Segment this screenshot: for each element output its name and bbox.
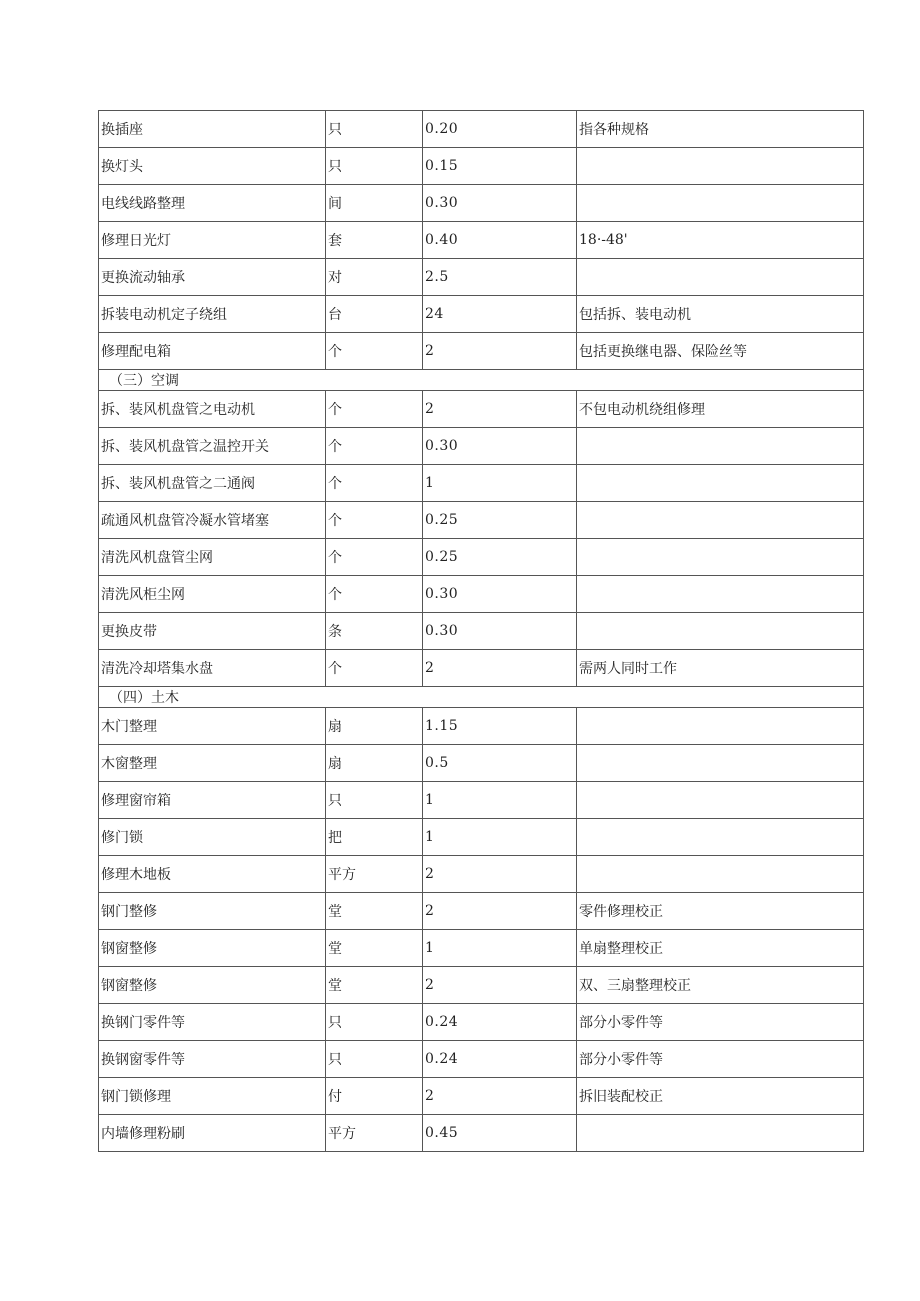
table-row [99, 465, 864, 502]
unit-cell: 扇 [326, 708, 423, 745]
table-row [99, 893, 864, 930]
value-cell: 1 [423, 782, 577, 819]
table-row [99, 428, 864, 465]
value-cell: 2 [423, 333, 577, 370]
unit-cell: 扇 [326, 745, 423, 782]
unit-cell: 台 [326, 296, 423, 333]
item-name-cell: 修理木地板 [99, 856, 326, 893]
value-cell: 0.40 [423, 222, 577, 259]
table-row [99, 613, 864, 650]
value-cell: 2 [423, 391, 577, 428]
section-title: （四）土木 [99, 687, 864, 708]
section-header-row [99, 687, 864, 708]
item-name-cell: 修理配电箱 [99, 333, 326, 370]
note-cell [577, 576, 864, 613]
table-row [99, 259, 864, 296]
value-cell: 0.30 [423, 613, 577, 650]
item-name-cell: 拆、装风机盘管之二通阀 [99, 465, 326, 502]
table-row [99, 111, 864, 148]
value-cell: 0.30 [423, 185, 577, 222]
note-cell [577, 502, 864, 539]
table-row [99, 296, 864, 333]
item-name-cell: 清洗风机盘管尘网 [99, 539, 326, 576]
value-cell: 24 [423, 296, 577, 333]
note-cell [577, 428, 864, 465]
table-row [99, 539, 864, 576]
table-body [99, 111, 864, 1152]
note-cell [577, 259, 864, 296]
item-name-cell: 钢门整修 [99, 893, 326, 930]
item-name-cell: 更换皮带 [99, 613, 326, 650]
item-name-cell: 钢门锁修理 [99, 1078, 326, 1115]
note-cell [577, 185, 864, 222]
item-name-cell: 钢窗整修 [99, 967, 326, 1004]
item-name-cell: 清洗风柜尘网 [99, 576, 326, 613]
unit-cell: 堂 [326, 967, 423, 1004]
unit-cell: 只 [326, 782, 423, 819]
value-cell: 1 [423, 465, 577, 502]
item-name-cell: 电线线路整理 [99, 185, 326, 222]
table-row [99, 650, 864, 687]
value-cell: 0.20 [423, 111, 577, 148]
unit-cell: 个 [326, 539, 423, 576]
note-cell [577, 539, 864, 576]
value-cell: 0.24 [423, 1004, 577, 1041]
unit-cell: 个 [326, 650, 423, 687]
value-cell: 0.25 [423, 539, 577, 576]
repair-rate-table [98, 110, 864, 1152]
note-cell [577, 708, 864, 745]
table-row [99, 148, 864, 185]
table-row [99, 708, 864, 745]
note-cell: 需两人同时工作 [577, 650, 864, 687]
table-row [99, 185, 864, 222]
item-name-cell: 疏通风机盘管冷凝水管堵塞 [99, 502, 326, 539]
item-name-cell: 换灯头 [99, 148, 326, 185]
unit-cell: 把 [326, 819, 423, 856]
section-title: （三）空调 [99, 370, 864, 391]
item-name-cell: 拆、装风机盘管之温控开关 [99, 428, 326, 465]
note-cell [577, 856, 864, 893]
table-row [99, 222, 864, 259]
unit-cell: 堂 [326, 930, 423, 967]
item-name-cell: 木窗整理 [99, 745, 326, 782]
table-row [99, 333, 864, 370]
note-cell: 包括拆、装电动机 [577, 296, 864, 333]
item-name-cell: 钢窗整修 [99, 930, 326, 967]
value-cell: 2 [423, 967, 577, 1004]
unit-cell: 个 [326, 428, 423, 465]
value-cell: 2 [423, 893, 577, 930]
value-cell: 2 [423, 856, 577, 893]
value-cell: 0.24 [423, 1041, 577, 1078]
note-cell: 部分小零件等 [577, 1004, 864, 1041]
unit-cell: 间 [326, 185, 423, 222]
unit-cell: 只 [326, 111, 423, 148]
unit-cell: 个 [326, 333, 423, 370]
note-cell: 拆旧装配校正 [577, 1078, 864, 1115]
unit-cell: 对 [326, 259, 423, 296]
item-name-cell: 木门整理 [99, 708, 326, 745]
value-cell: 0.5 [423, 745, 577, 782]
note-cell: 指各种规格 [577, 111, 864, 148]
value-cell: 0.15 [423, 148, 577, 185]
value-cell: 2 [423, 650, 577, 687]
unit-cell: 平方 [326, 1115, 423, 1152]
unit-cell: 个 [326, 576, 423, 613]
table-row [99, 1115, 864, 1152]
note-cell: 不包电动机绕组修理 [577, 391, 864, 428]
item-name-cell: 换钢门零件等 [99, 1004, 326, 1041]
table-row [99, 782, 864, 819]
unit-cell: 个 [326, 391, 423, 428]
note-cell [577, 1115, 864, 1152]
item-name-cell: 内墙修理粉刷 [99, 1115, 326, 1152]
note-cell: 零件修理校正 [577, 893, 864, 930]
item-name-cell: 修门锁 [99, 819, 326, 856]
unit-cell: 平方 [326, 856, 423, 893]
note-cell [577, 148, 864, 185]
unit-cell: 只 [326, 1041, 423, 1078]
table-row [99, 745, 864, 782]
item-name-cell: 修理窗帘箱 [99, 782, 326, 819]
value-cell: 1.15 [423, 708, 577, 745]
value-cell: 2.5 [423, 259, 577, 296]
note-cell [577, 465, 864, 502]
note-cell: 包括更换继电器、保险丝等 [577, 333, 864, 370]
table-row [99, 502, 864, 539]
item-name-cell: 拆装电动机定子绕组 [99, 296, 326, 333]
table-row [99, 967, 864, 1004]
table-row [99, 856, 864, 893]
item-name-cell: 修理日光灯 [99, 222, 326, 259]
unit-cell: 个 [326, 465, 423, 502]
table-row [99, 1041, 864, 1078]
note-cell [577, 745, 864, 782]
value-cell: 2 [423, 1078, 577, 1115]
value-cell: 0.25 [423, 502, 577, 539]
note-cell: 18·-48' [577, 222, 864, 259]
table-row [99, 819, 864, 856]
value-cell: 0.30 [423, 576, 577, 613]
unit-cell: 条 [326, 613, 423, 650]
value-cell: 1 [423, 930, 577, 967]
item-name-cell: 换插座 [99, 111, 326, 148]
table-row [99, 1004, 864, 1041]
unit-cell: 付 [326, 1078, 423, 1115]
note-cell: 双、三扇整理校正 [577, 967, 864, 1004]
unit-cell: 套 [326, 222, 423, 259]
table-row [99, 1078, 864, 1115]
table-row [99, 391, 864, 428]
item-name-cell: 换钢窗零件等 [99, 1041, 326, 1078]
unit-cell: 只 [326, 1004, 423, 1041]
unit-cell: 只 [326, 148, 423, 185]
section-header-row [99, 370, 864, 391]
value-cell: 0.45 [423, 1115, 577, 1152]
item-name-cell: 拆、装风机盘管之电动机 [99, 391, 326, 428]
note-cell [577, 819, 864, 856]
table-row [99, 576, 864, 613]
unit-cell: 个 [326, 502, 423, 539]
note-cell [577, 613, 864, 650]
note-cell: 单扇整理校正 [577, 930, 864, 967]
unit-cell: 堂 [326, 893, 423, 930]
item-name-cell: 清洗冷却塔集水盘 [99, 650, 326, 687]
value-cell: 1 [423, 819, 577, 856]
note-cell: 部分小零件等 [577, 1041, 864, 1078]
item-name-cell: 更换流动轴承 [99, 259, 326, 296]
table-row [99, 930, 864, 967]
value-cell: 0.30 [423, 428, 577, 465]
note-cell [577, 782, 864, 819]
